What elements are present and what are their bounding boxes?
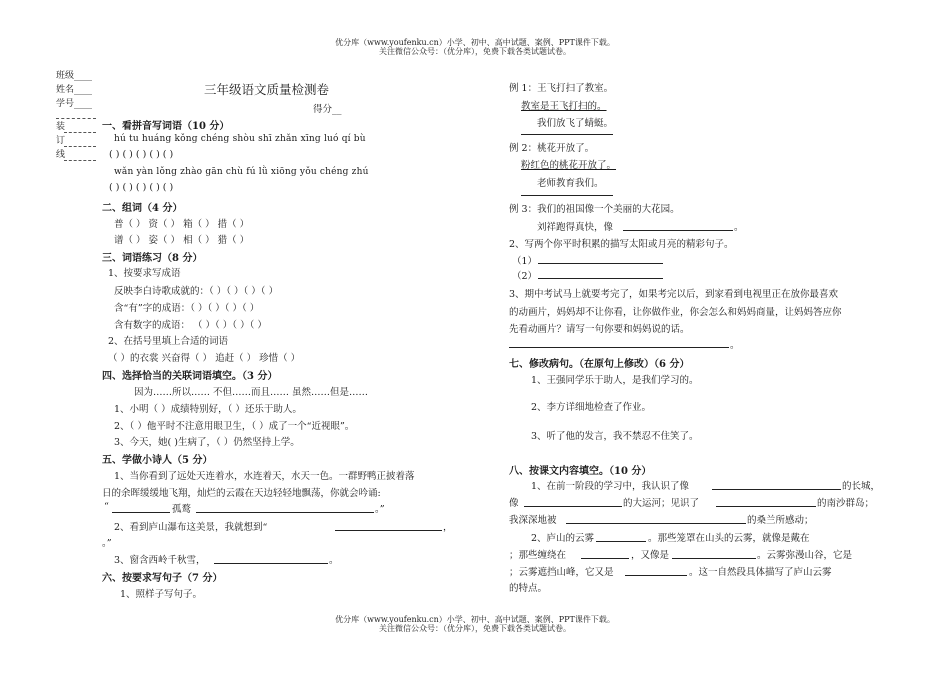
- s8-2-c-end: 。这一自然段具体描写了庐山云雾: [689, 567, 832, 578]
- section-2-title: 二、组词（4 分）: [102, 203, 183, 214]
- example-1-a: 例 1：王飞打扫了教室。: [509, 83, 614, 94]
- s5-quote-open: “: [104, 501, 109, 512]
- answer-blank[interactable]: [596, 541, 646, 542]
- cut-line: [64, 146, 96, 147]
- s8-2-b-pre: ；那些缠绕在: [509, 550, 567, 561]
- q2-prompt: 2、写两个你平时积累的描写太阳或月亮的精彩句子。: [509, 239, 734, 250]
- q3-line-c: 先看动画片？请写一句你要和妈妈说的话。: [509, 324, 690, 335]
- s5-item-3: 3、窗含西岭千秋雪，: [114, 555, 206, 566]
- cut-line: [64, 132, 96, 133]
- s8-1-a: 1、在前一阶段的学习中，我认识了像: [531, 481, 690, 492]
- s7-item-2[interactable]: 2、李方详细地检查了作业。: [531, 402, 652, 413]
- section-6-title: 六、按要求写句子（7 分）: [102, 573, 223, 584]
- s8-1-c-end: 的桑兰所感动；: [747, 515, 814, 526]
- s5-text-gu-wu: 孤鹜: [172, 504, 192, 515]
- s4-item-2[interactable]: 2、（ ）他平时不注意用眼卫生，（ ）成了一个“近视眼”。: [114, 421, 355, 432]
- answer-blank[interactable]: [538, 278, 663, 279]
- answer-blank[interactable]: [581, 558, 629, 559]
- q3-period: 。: [730, 340, 740, 351]
- q2-label-1: （1）: [512, 256, 538, 267]
- s8-2-c-pre: ；云雾遮挡山峰，它又是: [509, 567, 614, 578]
- answer-blank[interactable]: [196, 512, 374, 513]
- section-8-title: 八、按课文内容填空。（10 分）: [509, 466, 652, 477]
- zuci-row-1[interactable]: 普（ ） 资（ ） 箱（ ） 措（ ）: [114, 219, 250, 230]
- answer-blank[interactable]: [335, 530, 442, 531]
- answer-blank[interactable]: [716, 506, 816, 507]
- answer-brackets-row-1[interactable]: ( ) ( ) ( ) ( ) ( ): [109, 149, 174, 160]
- s3-item-1: 1、按要求写成语: [108, 268, 181, 279]
- s5-item-1a: 1、当你看到了远处天连着水，水连着天，水天一色。一群野鸭正披着落: [114, 471, 415, 482]
- binding-mark-xian: 线: [56, 150, 66, 160]
- s8-2-a: 2、庐山的云雾: [531, 533, 595, 544]
- pinyin-row-2: wǎn yàn lǒng zhào gān chù fú lǜ xiōng yǒu chéng zhú: [114, 167, 369, 177]
- s5-period: 。: [329, 555, 339, 566]
- example-2-a: 例 2：桃花开放了。: [509, 143, 595, 154]
- score-field[interactable]: 得分__: [313, 104, 342, 115]
- s3-item-2: 2、在括号里填上合适的词语: [108, 336, 229, 347]
- cut-line: [64, 160, 96, 161]
- binding-mark-zhuang: 装: [56, 122, 66, 132]
- section-5-title: 五、学做小诗人（5 分）: [102, 455, 213, 466]
- s3-item-1c[interactable]: 含有数字的成语： （ ）（ ）（ ）（ ）: [114, 320, 267, 331]
- s8-2-d: 的特点。: [509, 583, 548, 594]
- conjunction-options: 因为……所以…… 不但……而且…… 虽然……但是……: [134, 387, 369, 398]
- answer-blank[interactable]: [521, 195, 613, 196]
- section-1-title: 一、看拼音写词语（10 分）: [102, 121, 230, 132]
- answer-brackets-row-2[interactable]: ( ) ( ) ( ) ( ) ( ): [109, 182, 174, 193]
- s7-item-1[interactable]: 1、王强同学乐于助人，是我们学习的。: [531, 375, 699, 386]
- example-1-b: 教室是王飞打扫的。: [521, 101, 607, 112]
- answer-blank[interactable]: [538, 263, 663, 264]
- s8-2-b-mid: ，又像是: [631, 550, 670, 561]
- answer-blank[interactable]: [623, 230, 733, 231]
- header-line-2: 关注微信公众号：（优分库），免费下载各类试题试卷。: [379, 47, 571, 56]
- example-3-period: 。: [734, 222, 744, 233]
- s8-2-b-end: 。云雾弥漫山谷，它是: [757, 550, 853, 561]
- s8-1-c: 我深深地被: [509, 515, 557, 526]
- footer-line-2: 关注微信公众号：（优分库），免费下载各类试题试卷。: [379, 624, 571, 633]
- s5-item-2a: 2、看到庐山瀑布这美景，我就想到“: [114, 522, 268, 533]
- s6-item-1: 1、照样子写句子。: [120, 589, 203, 600]
- s5-quote-close: 。”: [375, 504, 385, 515]
- answer-blank[interactable]: [509, 347, 729, 348]
- answer-blank[interactable]: [672, 558, 756, 559]
- s3-item-1a[interactable]: 反映李白诗歌成就的：（ ）（ ）（ ）（ ）: [114, 286, 279, 297]
- page-title: 三年级语文质量检测卷: [204, 82, 330, 97]
- s7-item-3[interactable]: 3、听了他的发言，我不禁忍不住笑了。: [531, 431, 699, 442]
- example-3-a: 例 3：我们的祖国像一个美丽的大花园。: [509, 204, 680, 215]
- s5-comma: ，: [443, 522, 453, 533]
- name-field[interactable]: 姓名____: [56, 85, 93, 95]
- q3-line-a: 3、期中考试马上就要考完了，如果考完以后，到家看到电视里正在放你最喜欢: [509, 289, 839, 300]
- header-line-1: 优分库（www.youfenku.cn）小学、初中、高中试题、案例、PPT课件下载。: [335, 38, 615, 47]
- q3-line-b: 的动画片，妈妈却不让你看，让你做作业，你会怎么和妈妈商量，让妈妈答应你: [509, 307, 842, 318]
- answer-blank[interactable]: [214, 563, 328, 564]
- answer-blank[interactable]: [112, 512, 170, 513]
- s5-item-1b: 日的余晖缓缓地飞翔，灿烂的云霞在天边轻轻地飘荡，你就会吟诵:: [102, 488, 381, 499]
- s8-1-b-pre: 像: [509, 498, 519, 509]
- s8-1-a-end: 的长城，: [842, 481, 881, 492]
- answer-blank[interactable]: [625, 575, 687, 576]
- q2-label-2: （2）: [512, 271, 538, 282]
- section-3-title: 三、词语练习（8 分）: [102, 253, 203, 264]
- section-7-title: 七、修改病句。（在原句上修改）（6 分）: [509, 359, 690, 370]
- section-4-title: 四、选择恰当的关联词语填空。（3 分）: [102, 371, 278, 382]
- s5-item-2b: 。”: [102, 538, 112, 549]
- pinyin-row-1: hú tu huáng kǒng chéng shòu shī zhǎn xīng luó qí bù: [114, 134, 366, 144]
- answer-blank[interactable]: [566, 523, 746, 524]
- example-3-b: 刘祥跑得真快，像: [537, 222, 614, 233]
- s3-item-1b[interactable]: 含“有”字的成语：（ ）（ ）（ ）（ ）: [114, 303, 260, 314]
- s8-2-a-end: 。那些笼罩在山头的云雾，就像是戴在: [648, 533, 810, 544]
- answer-blank[interactable]: [524, 506, 622, 507]
- example-1-c: 我们放飞了蜻蜓。: [537, 118, 614, 129]
- s4-item-1[interactable]: 1、小明（ ）成绩特别好，（ ）还乐于助人。: [114, 404, 302, 415]
- s8-1-b-end: 的南沙群岛；: [817, 498, 875, 509]
- class-field[interactable]: 班级____: [56, 71, 93, 81]
- number-field[interactable]: 学号____: [56, 99, 93, 109]
- example-2-b: 粉红色的桃花开放了。: [521, 160, 617, 171]
- zuci-row-2[interactable]: 谱（ ） 姿（ ） 相（ ） 猎（ ）: [114, 235, 250, 246]
- answer-blank[interactable]: [521, 134, 613, 135]
- example-2-c: 老师教育我们。: [537, 178, 604, 189]
- answer-blank[interactable]: [712, 489, 841, 490]
- footer-line-1: 优分库（www.youfenku.cn）小学、初中、高中试题、案例、PPT课件下载。: [335, 615, 615, 624]
- cut-line: [56, 118, 96, 119]
- binding-mark-ding: 订: [56, 136, 66, 146]
- s8-1-b-mid: 的大运河；见识了: [623, 498, 700, 509]
- s3-item-2a[interactable]: （ ）的衣裳 兴奋得（ ） 追赶（ ） 珍惜（ ）: [108, 353, 301, 364]
- s4-item-3[interactable]: 3、今天，她( )生病了，（ ）仍然坚持上学。: [114, 437, 300, 448]
